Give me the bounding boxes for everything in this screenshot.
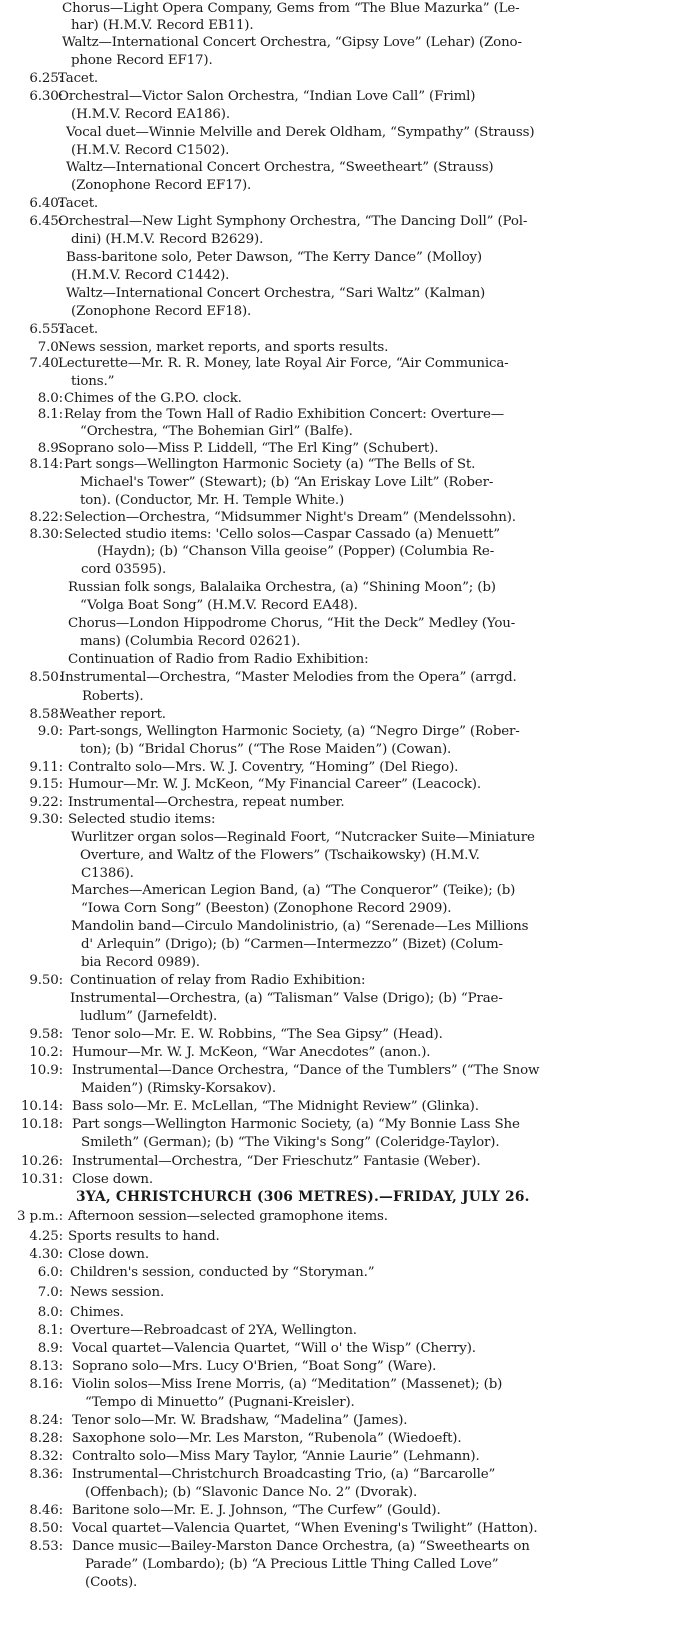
program-line — [0, 456, 700, 474]
program-line — [0, 1228, 700, 1246]
program-text: dini) (H.M.V. Record B2629). — [71, 232, 264, 247]
program-time: 10.2: — [29, 1045, 63, 1060]
program-line — [0, 741, 700, 759]
program-text: Dance music—Bailey-Marston Dance Orchestra, (a) “Sweethearts on — [72, 1539, 530, 1554]
program-time: 8.14: — [29, 457, 63, 472]
program-text: Instrumental—Orchestra, “Der Frieschutz” Fantasie (Weber). — [72, 1154, 481, 1169]
program-line — [0, 142, 700, 160]
program-time: 9.0: — [37, 724, 63, 739]
program-line — [0, 474, 700, 492]
program-text: phone Record EF17). — [71, 53, 213, 68]
program-time: 10.31: — [21, 1172, 63, 1187]
program-line — [0, 52, 700, 70]
program-text: Orchestral—Victor Salon Orchestra, “Indian Love Call” (Friml) — [58, 89, 476, 104]
program-text: Chorus—London Hippodrome Chorus, “Hit the Deck” Medley (You- — [68, 616, 516, 631]
program-time: 9.11: — [29, 760, 63, 775]
program-text: Marches—American Legion Band, (a) “The Conqueror” (Teike); (b) — [71, 883, 516, 898]
program-line — [0, 1116, 700, 1134]
program-line — [0, 406, 700, 424]
program-line — [0, 1284, 700, 1302]
program-time: 3 p.m.: — [16, 1209, 63, 1224]
program-text: Wurlitzer organ solos—Reginald Foort, “Nutcracker Suite—Miniature — [71, 830, 535, 845]
program-line — [0, 794, 700, 812]
program-line — [0, 972, 700, 990]
program-text: Tacet. — [58, 322, 99, 337]
program-line — [0, 1134, 700, 1152]
program-text: C1386). — [81, 866, 134, 881]
program-line — [0, 579, 700, 597]
program-time: 10.14: — [21, 1099, 63, 1114]
program-line — [0, 249, 700, 267]
station-heading — [0, 1188, 700, 1206]
program-time: 6.40: — [29, 196, 63, 211]
program-text: Part songs—Wellington Harmonic Society, (a) “My Bonnie Lass She — [72, 1117, 520, 1132]
program-time: 9.58: — [29, 1027, 63, 1042]
program-text: Instrumental—Orchestra, “Master Melodies from the Opera” (arrgd. — [60, 670, 517, 685]
program-line — [0, 1322, 700, 1340]
program-text: Selected studio items: 'Cello solos—Caspar Cassado (a) Menuett” — [64, 527, 501, 542]
program-line — [0, 615, 700, 633]
program-line — [0, 124, 700, 142]
program-line — [0, 1340, 700, 1358]
program-text: Close down. — [68, 1247, 149, 1262]
program-text: Waltz—International Concert Orchestra, “Gipsy Love” (Lehar) (Zono- — [62, 35, 522, 50]
program-text: Part-songs, Wellington Harmonic Society, (a) “Negro Dirge” (Rober- — [68, 724, 520, 739]
program-text: (H.M.V. Record C1442). — [71, 268, 230, 283]
program-time: 9.15: — [29, 777, 63, 792]
program-line — [0, 1304, 700, 1322]
program-line — [0, 723, 700, 741]
program-line — [0, 17, 700, 35]
program-text: Waltz—International Concert Orchestra, “Sari Waltz” (Kalman) — [66, 286, 486, 301]
program-text: Continuation of Radio from Radio Exhibition: — [68, 652, 369, 667]
program-line — [0, 811, 700, 829]
program-text: Instrumental—Christchurch Broadcasting Trio, (a) “Barcarolle” — [72, 1467, 496, 1482]
program-text: “Orchestra, “The Bohemian Girl” (Balfe). — [80, 424, 353, 439]
program-text: ludlum” (Jarnefeldt). — [80, 1009, 218, 1024]
program-line — [0, 526, 700, 544]
program-time: 8.53: — [29, 1539, 63, 1554]
program-line — [0, 1520, 700, 1538]
program-time: 10.26: — [21, 1154, 63, 1169]
program-time: 8.50: — [29, 670, 63, 685]
program-line — [0, 706, 700, 724]
program-text: News session, market reports, and sports results. — [58, 340, 389, 355]
program-time: 7.40: — [29, 356, 63, 371]
program-text: Soprano solo—Mrs. Lucy O'Brien, “Boat Song” (Ware). — [72, 1359, 437, 1374]
program-text: “Volga Boat Song” (H.M.V. Record EA48). — [80, 598, 358, 613]
program-text: Smileth” (German); (b) “The Viking's Song” (Coleridge-Taylor). — [81, 1135, 500, 1150]
program-line — [0, 1484, 700, 1502]
program-line — [0, 776, 700, 794]
program-time: 8.1: — [37, 1323, 63, 1338]
program-line — [0, 1171, 700, 1189]
program-text: bia Record 0989). — [81, 955, 200, 970]
program-time: 8.24: — [29, 1413, 63, 1428]
program-time: 4.30: — [29, 1247, 63, 1262]
program-text: Continuation of relay from Radio Exhibition: — [70, 973, 366, 988]
program-line — [0, 1098, 700, 1116]
program-text: Humour—Mr. W. J. McKeon, “My Financial Career” (Leacock). — [68, 777, 481, 792]
program-text: (Haydn); (b) “Chanson Villa geoise” (Popper) (Columbia Re- — [97, 544, 495, 559]
program-text: “Iowa Corn Song” (Beeston) (Zonophone Record 2909). — [81, 901, 452, 916]
program-line — [0, 990, 700, 1008]
program-time: 8.13: — [29, 1359, 63, 1374]
program-text: (Zonophone Record EF18). — [71, 304, 252, 319]
program-time: 8.0: — [37, 391, 63, 406]
program-line — [0, 759, 700, 777]
program-text: Russian folk songs, Balalaika Orchestra, (a) “Shining Moon”; (b) — [68, 580, 496, 595]
program-line — [0, 633, 700, 651]
program-time: 7.0: — [37, 340, 63, 355]
program-text: Mandolin band—Circulo Mandolinistrio, (a) “Serenade—Les Millions — [71, 919, 529, 934]
program-text: News session. — [70, 1285, 165, 1300]
program-time: 9.22: — [29, 795, 63, 810]
program-text: cord 03595). — [81, 562, 167, 577]
program-line — [0, 423, 700, 441]
program-text: Michael's Tower” (Stewart); (b) “An Eriskay Love Lilt” (Rober- — [80, 475, 494, 490]
program-time: 8.46: — [29, 1503, 63, 1518]
program-text: Vocal duet—Winnie Melville and Derek Oldham, “Sympathy” (Strauss) — [66, 125, 535, 140]
program-text: har) (H.M.V. Record EB11). — [71, 18, 254, 33]
program-text: Instrumental—Dance Orchestra, “Dance of the Tumblers” (“The Snow — [72, 1063, 540, 1078]
program-line — [0, 1062, 700, 1080]
program-line — [0, 1466, 700, 1484]
program-line — [0, 303, 700, 321]
program-text: ton). (Conductor, Mr. H. Temple White.) — [80, 493, 345, 508]
program-line — [0, 1008, 700, 1026]
program-text: (H.M.V. Record EA186). — [71, 107, 230, 122]
program-text: Orchestral—New Light Symphony Orchestra, “The Dancing Doll” (Pol- — [58, 214, 528, 229]
program-time: 6.55: — [29, 322, 63, 337]
program-line — [0, 561, 700, 579]
program-line — [0, 882, 700, 900]
program-text: Relay from the Town Hall of Radio Exhibition Concert: Overture— — [64, 407, 504, 422]
program-text: Maiden”) (Rimsky-Korsakov). — [81, 1081, 276, 1096]
program-line — [0, 543, 700, 561]
program-line — [0, 34, 700, 52]
program-time: 8.22: — [29, 510, 63, 525]
program-line — [0, 231, 700, 249]
program-time: 6.45: — [29, 214, 63, 229]
program-text: Waltz—International Concert Orchestra, “Sweetheart” (Strauss) — [66, 160, 494, 175]
program-line — [0, 1153, 700, 1171]
program-time: 10.18: — [21, 1117, 63, 1132]
program-line — [0, 195, 700, 213]
program-time: 6.0: — [37, 1265, 63, 1280]
program-text: Vocal quartet—Valencia Quartet, “When Evening's Twilight” (Hatton). — [72, 1521, 538, 1536]
program-text: Baritone solo—Mr. E. J. Johnson, “The Curfew” (Gould). — [72, 1503, 441, 1518]
program-time: 9.50: — [29, 973, 63, 988]
program-line — [0, 918, 700, 936]
program-line — [0, 1376, 700, 1394]
program-time: 8.30: — [29, 527, 63, 542]
program-time: 9.30: — [29, 812, 63, 827]
program-line — [0, 106, 700, 124]
program-line — [0, 88, 700, 106]
program-text: (Offenbach); (b) “Slavonic Dance No. 2” (Dvorak). — [85, 1485, 418, 1500]
program-line — [0, 1556, 700, 1574]
program-line — [0, 509, 700, 527]
program-text: Chorus—Light Opera Company, Gems from “The Blue Mazurka” (Le- — [62, 1, 520, 16]
station-heading-text: 3YA, CHRISTCHURCH (306 METRES).—FRIDAY, JULY 26. — [76, 1189, 530, 1205]
program-text: Overture—Rebroadcast of 2YA, Wellington. — [70, 1323, 357, 1338]
program-line — [0, 1412, 700, 1430]
program-line — [0, 847, 700, 865]
program-text: Sports results to hand. — [68, 1229, 220, 1244]
program-line — [0, 597, 700, 615]
program-line — [0, 865, 700, 883]
program-line — [0, 177, 700, 195]
program-text: Humour—Mr. W. J. McKeon, “War Anecdotes” (anon.). — [72, 1045, 431, 1060]
program-line — [0, 321, 700, 339]
program-time: 8.9: — [37, 441, 63, 456]
program-time: 6.30: — [29, 89, 63, 104]
program-line — [0, 1246, 700, 1264]
program-time: 8.9: — [37, 1341, 63, 1356]
program-text: tions.” — [71, 374, 115, 389]
program-text: Selected studio items: — [68, 812, 216, 827]
program-time: 8.50: — [29, 1521, 63, 1536]
program-line — [0, 159, 700, 177]
program-text: Tacet. — [58, 196, 99, 211]
program-text: Contralto solo—Mrs. W. J. Coventry, “Homing” (Del Riego). — [68, 760, 459, 775]
program-line — [0, 1448, 700, 1466]
program-text: Children's session, conducted by “Storyman.” — [70, 1265, 375, 1280]
program-line — [0, 1574, 700, 1592]
program-text: Saxophone solo—Mr. Les Marston, “Rubenola” (Wiedoeft). — [72, 1431, 462, 1446]
program-text: Parade” (Lombardo); (b) “A Precious Little Thing Called Love” — [85, 1557, 499, 1572]
program-line — [0, 1502, 700, 1520]
program-text: Instrumental—Orchestra, repeat number. — [68, 795, 345, 810]
program-time: 8.1: — [37, 407, 63, 422]
program-text: Overture, and Waltz of the Flowers” (Tschaikowsky) (H.M.V. — [80, 848, 480, 863]
program-time: 8.0: — [37, 1305, 63, 1320]
program-text: Selection—Orchestra, “Midsummer Night's Dream” (Mendelssohn). — [64, 510, 516, 525]
program-line — [0, 954, 700, 972]
program-text: Tenor solo—Mr. W. Bradshaw, “Madelina” (James). — [72, 1413, 408, 1428]
program-text: Tenor solo—Mr. E. W. Robbins, “The Sea Gipsy” (Head). — [72, 1027, 443, 1042]
program-text: (H.M.V. Record C1502). — [71, 143, 230, 158]
program-line — [0, 1430, 700, 1448]
program-line — [0, 70, 700, 88]
program-text: ton); (b) “Bridal Chorus” (“The Rose Maiden”) (Cowan). — [80, 742, 452, 757]
program-text: (Zonophone Record EF17). — [71, 178, 252, 193]
program-line — [0, 492, 700, 510]
program-line — [0, 688, 700, 706]
program-time: 8.28: — [29, 1431, 63, 1446]
program-text: Part songs—Wellington Harmonic Society (a) “The Bells of St. — [64, 457, 476, 472]
program-line — [0, 1026, 700, 1044]
program-text: Violin solos—Miss Irene Morris, (a) “Meditation” (Massenet); (b) — [72, 1377, 503, 1392]
program-line — [0, 1208, 700, 1226]
program-text: Vocal quartet—Valencia Quartet, “Will o' the Wisp” (Cherry). — [72, 1341, 476, 1356]
program-line — [0, 1394, 700, 1412]
program-text: d' Arlequin” (Drigo); (b) “Carmen—Intermezzo” (Bizet) (Colum- — [81, 937, 503, 952]
program-line — [0, 0, 700, 18]
program-text: Close down. — [72, 1172, 153, 1187]
program-text: Afternoon session—selected gramophone items. — [68, 1209, 388, 1224]
program-time: 8.58: — [29, 707, 63, 722]
program-time: 4.25: — [29, 1229, 63, 1244]
program-time: 8.36: — [29, 1467, 63, 1482]
program-text: Chimes of the G.P.O. clock. — [64, 391, 242, 406]
program-text: Chimes. — [70, 1305, 124, 1320]
program-line — [0, 267, 700, 285]
program-text: Weather report. — [60, 707, 166, 722]
program-line — [0, 900, 700, 918]
program-text: Instrumental—Orchestra, (a) “Talisman” Valse (Drigo); (b) “Prae- — [70, 991, 503, 1006]
program-time: 7.0: — [37, 1285, 63, 1300]
program-line — [0, 213, 700, 231]
program-line — [0, 1264, 700, 1282]
program-time: 8.32: — [29, 1449, 63, 1464]
program-time: 8.16: — [29, 1377, 63, 1392]
program-line — [0, 1358, 700, 1376]
program-text: “Tempo di Minuetto” (Pugnani-Kreisler). — [85, 1395, 355, 1410]
program-line — [0, 285, 700, 303]
program-text: Bass solo—Mr. E. McLellan, “The Midnight Review” (Glinka). — [72, 1099, 479, 1114]
program-line — [0, 1538, 700, 1556]
program-text: Soprano solo—Miss P. Liddell, “The Erl King” (Schubert). — [58, 441, 439, 456]
program-line — [0, 651, 700, 669]
program-text: Roberts). — [82, 689, 144, 704]
program-text: Contralto solo—Miss Mary Taylor, “Annie Laurie” (Lehmann). — [72, 1449, 480, 1464]
program-text: (Coots). — [85, 1575, 138, 1590]
program-text: Bass-baritone solo, Peter Dawson, “The Kerry Dance” (Molloy) — [66, 250, 482, 265]
program-line — [0, 829, 700, 847]
program-text: Lecturette—Mr. R. R. Money, late Royal Air Force, “Air Communica- — [58, 356, 509, 371]
program-text: mans) (Columbia Record 02621). — [80, 634, 301, 649]
program-line — [0, 1080, 700, 1098]
program-line — [0, 373, 700, 391]
program-time: 10.9: — [29, 1063, 63, 1078]
program-text: Tacet. — [58, 71, 99, 86]
program-line — [0, 936, 700, 954]
program-line — [0, 1044, 700, 1062]
program-line — [0, 669, 700, 687]
program-time: 6.25: — [29, 71, 63, 86]
program-line — [0, 355, 700, 373]
